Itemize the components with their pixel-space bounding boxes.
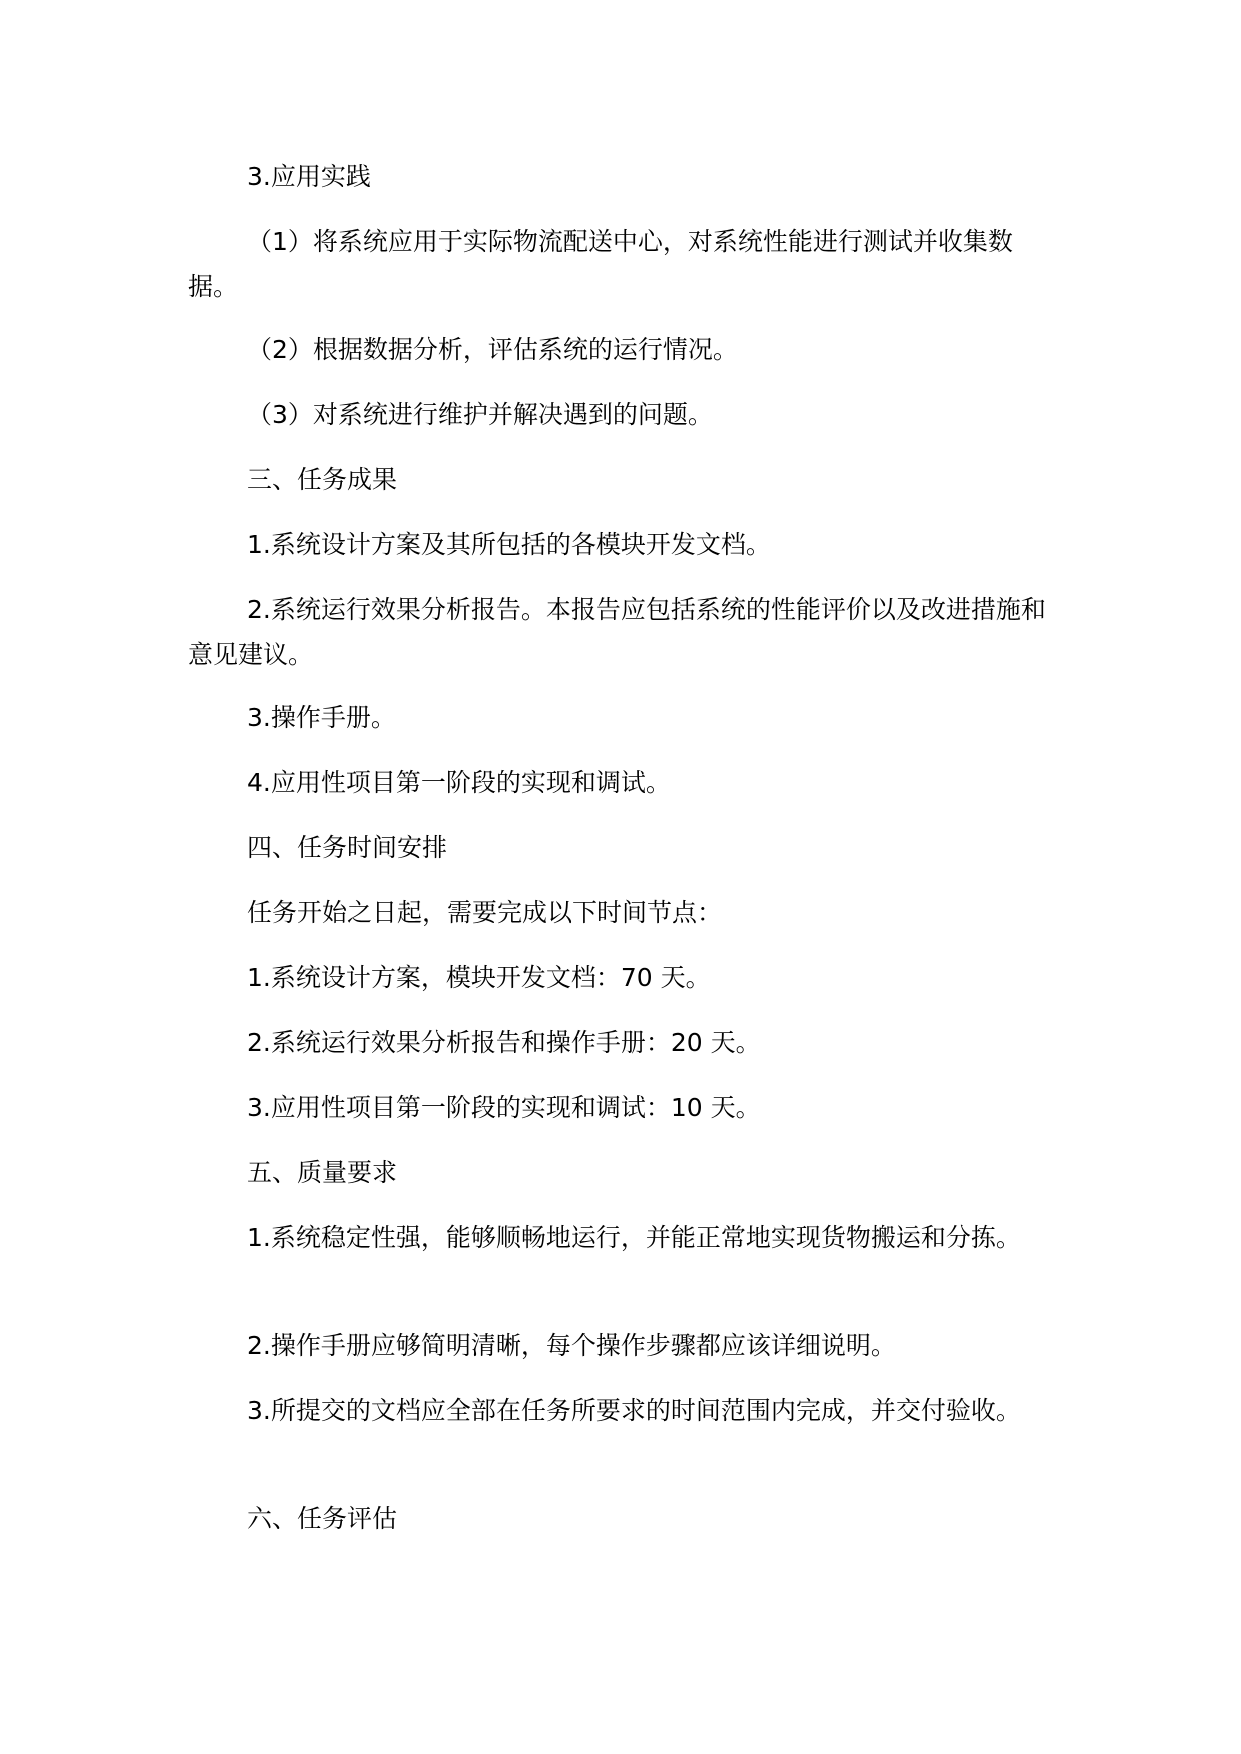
section-heading-quality: 五、质量要求 xyxy=(247,1158,398,1187)
quality-item-stability: 1.系统稳定性强，能够顺畅地运行，并能正常地实现货物搬运和分拣。 xyxy=(247,1223,1021,1252)
list-item-design-docs: 1.系统设计方案及其所包括的各模块开发文档。 xyxy=(247,530,771,559)
list-item-data-analysis: （2）根据数据分析，评估系统的运行情况。 xyxy=(247,335,738,364)
quality-item-delivery: 3.所提交的文档应全部在任务所要求的时间范围内完成，并交付验收。 xyxy=(247,1396,1021,1425)
section-heading-evaluation: 六、任务评估 xyxy=(247,1504,398,1533)
schedule-item-design: 1.系统设计方案，模块开发文档：70 天。 xyxy=(247,963,711,992)
list-item-manual: 3.操作手册。 xyxy=(247,703,396,732)
list-item-apply-system: （1）将系统应用于实际物流配送中心，对系统性能进行测试并收集数据。 xyxy=(188,227,1013,301)
schedule-item-report: 2.系统运行效果分析报告和操作手册：20 天。 xyxy=(247,1028,761,1057)
section-heading-task-results: 三、任务成果 xyxy=(247,465,398,494)
list-item-phase-one: 4.应用性项目第一阶段的实现和调试。 xyxy=(247,768,671,797)
quality-item-manual: 2.操作手册应够简明清晰，每个操作步骤都应该详细说明。 xyxy=(247,1331,896,1360)
subsection-heading-application-practice: 3.应用实践 xyxy=(247,162,371,191)
section-heading-schedule: 四、任务时间安排 xyxy=(247,833,448,862)
list-item-analysis-report: 2.系统运行效果分析报告。本报告应包括系统的性能评价以及改进措施和意见建议。 xyxy=(188,595,1046,669)
list-item-maintenance: （3）对系统进行维护并解决遇到的问题。 xyxy=(247,400,713,429)
schedule-item-phase-one: 3.应用性项目第一阶段的实现和调试：10 天。 xyxy=(247,1093,761,1122)
schedule-intro: 任务开始之日起，需要完成以下时间节点： xyxy=(247,898,723,927)
